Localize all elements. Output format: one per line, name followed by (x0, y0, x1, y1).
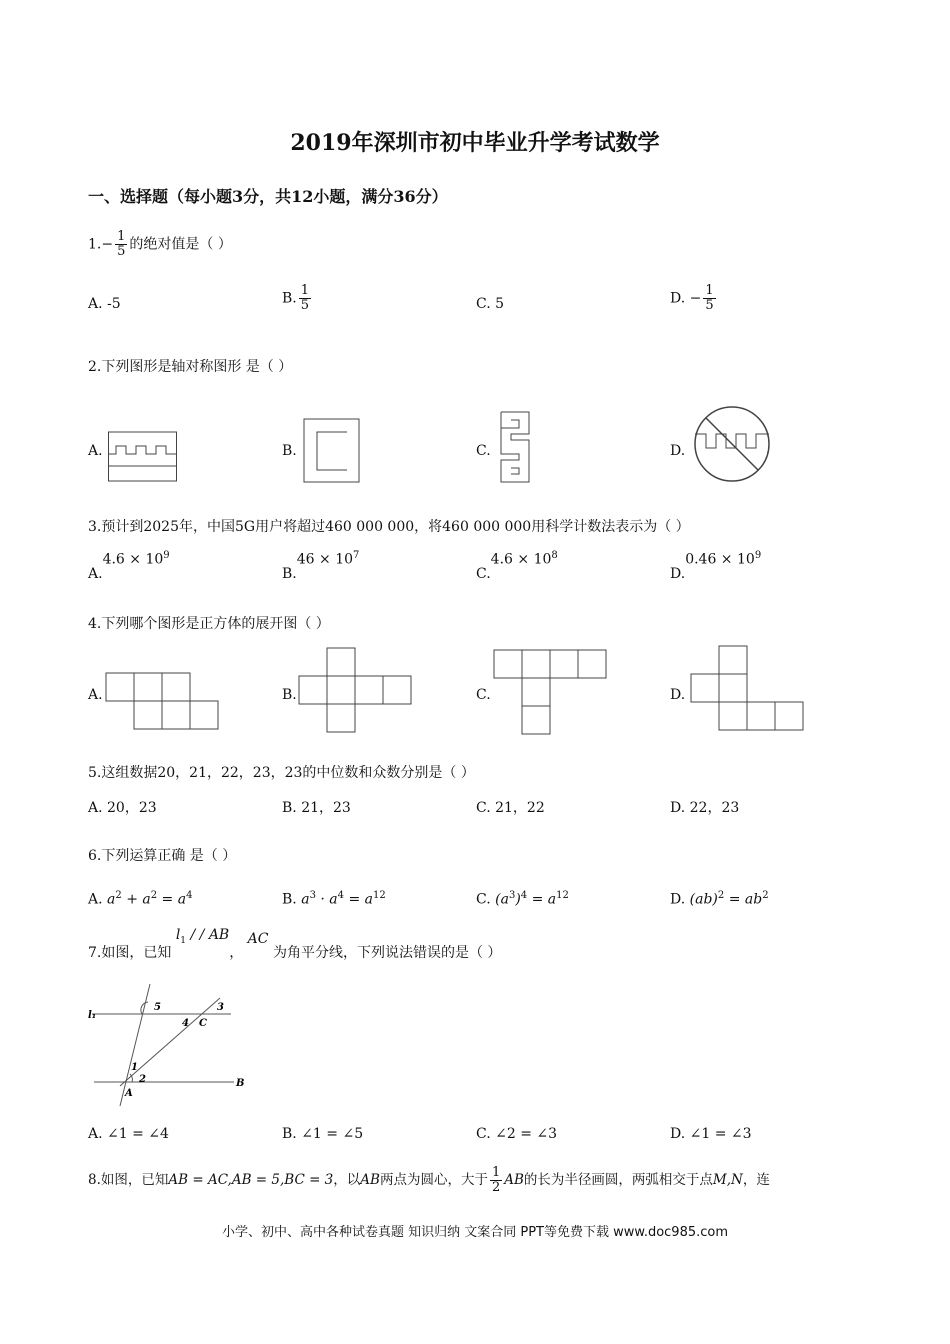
segment-ab: AB (360, 1172, 380, 1188)
question-1 (88, 230, 232, 259)
label-angle-2: 2 (139, 1074, 146, 1085)
question-7 (88, 927, 502, 964)
q4-figure-a (105, 672, 219, 730)
q1-option-c: C. 5 (476, 296, 505, 312)
fraction (703, 284, 715, 313)
question-number: 1. (88, 236, 102, 253)
term: (a (495, 891, 509, 908)
question-text: ，连 (742, 1172, 770, 1188)
question-text: 的绝对值是（ ） (129, 236, 232, 253)
q7-option-c: C. ∠2 = ∠3 (476, 1126, 558, 1142)
given-equation: AB = AC,AB = 5,BC = 3 (168, 1172, 334, 1188)
exponent: 9 (754, 550, 762, 561)
label-point-b: B (236, 1078, 245, 1089)
question-text: ，以 (333, 1172, 361, 1188)
question-text: 的长为半径画圆，两弧相交于点 (523, 1172, 713, 1188)
subscript: 1 (180, 935, 187, 946)
option-label: A. (88, 565, 103, 582)
term: + a (121, 891, 151, 908)
q2-figure-c (497, 410, 533, 484)
q4-option-a-label: A. (88, 687, 103, 703)
label-point-a: A (125, 1088, 133, 1099)
denominator: 5 (705, 298, 714, 313)
page-title: 2019年深圳市初中毕业升学考试数学 (290, 130, 660, 156)
minus-sign: − (101, 236, 114, 253)
q7-option-b: B. ∠1 = ∠5 (282, 1126, 364, 1142)
q6-option-d (670, 890, 769, 908)
q4-option-b-label: B. (282, 687, 297, 703)
q2-option-d-label: D. (670, 443, 686, 459)
segment-ab: AB (504, 1172, 524, 1188)
question-text: 两点为圆心，大于 (379, 1172, 488, 1188)
term: = a (344, 891, 373, 908)
q6-option-b (282, 890, 386, 908)
q2-figure-b (303, 418, 361, 484)
q2-option-c-label: C. (476, 443, 491, 459)
question-6: 6.下列运算正确 是（ ） (88, 848, 237, 864)
segment-ac: AC (247, 931, 269, 947)
exponent: 9 (163, 550, 170, 561)
q5-option-b: B. 21，23 (282, 800, 351, 816)
q1-option-d (670, 284, 718, 313)
label-angle-3: 3 (217, 1002, 224, 1013)
q7-option-a: A. ∠1 = ∠4 (88, 1126, 169, 1142)
numerator: 1 (705, 283, 714, 298)
exponent: 4 (520, 890, 528, 901)
option-label: B. (282, 290, 297, 307)
fraction (115, 230, 127, 259)
q6-option-c (476, 890, 569, 908)
exponent: 4 (186, 890, 193, 901)
question-4: 4.下列哪个图形是正方体的展开图（ ） (88, 616, 330, 632)
question-text: 7.如图，已知 (88, 945, 172, 961)
term: · a (315, 891, 338, 908)
option-label: C. (476, 565, 491, 582)
q4-option-d-label: D. (670, 687, 686, 703)
option-label: D. (670, 891, 686, 908)
term: = ab (724, 891, 763, 908)
option-label: B. (282, 891, 297, 908)
term: (ab) (689, 891, 718, 908)
q1-option-b (282, 284, 313, 313)
question-5: 5.这组数据20，21，22，23，23的中位数和众数分别是（ ） (88, 765, 475, 781)
question-text: 为角平分线，下列说法错误的是（ ） (272, 945, 502, 961)
option-label: B. (282, 565, 297, 582)
question-2: 2.下列图形是轴对称图形 是（ ） (88, 359, 293, 375)
term: ) (515, 891, 521, 908)
exponent: 12 (556, 890, 569, 901)
term: a (107, 891, 116, 908)
section-heading: 一、选择题（每小题3分，共12小题，满分36分） (88, 187, 448, 206)
option-label: C. (476, 891, 491, 908)
q2-option-a-label: A. (88, 443, 103, 459)
given-parallel (175, 927, 230, 946)
exponent: 8 (551, 550, 558, 561)
option-label: A. (88, 891, 103, 908)
term: = a (527, 891, 557, 908)
fraction (299, 284, 311, 313)
q3-option-c (476, 550, 558, 582)
exponent: 2 (115, 890, 122, 901)
exponent: 12 (373, 890, 386, 901)
exponent: 2 (717, 890, 725, 901)
q5-option-c: C. 21，22 (476, 800, 545, 816)
label-angle-1: 1 (131, 1062, 138, 1073)
q7-figure (86, 982, 256, 1112)
exponent: 4 (337, 890, 345, 901)
denominator: 5 (300, 298, 310, 313)
term: l (175, 927, 181, 943)
question-3: 3.预计到2025年，中国5G用户将超过460 000 000，将460 000 000用科学计数法表示为（ ） (88, 519, 690, 535)
q4-figure-d (690, 645, 804, 731)
term: / / AB (186, 927, 230, 943)
term: = a (157, 891, 187, 908)
option-value: 4.6 × 10 (490, 551, 552, 568)
q6-option-a (88, 890, 192, 908)
q2-option-b-label: B. (282, 443, 297, 459)
option-value: 46 × 10 (296, 551, 354, 568)
exponent: 3 (508, 890, 516, 901)
option-value: 4.6 × 10 (102, 551, 164, 568)
denominator: 2 (491, 1180, 501, 1195)
question-8 (88, 1166, 770, 1195)
q2-figure-d (692, 404, 772, 484)
q3-option-d (670, 550, 762, 582)
numerator: 1 (491, 1165, 501, 1180)
question-text: 8.如图，已知 (88, 1172, 169, 1188)
label-point-c: C (199, 1018, 207, 1029)
exponent: 2 (762, 890, 769, 901)
q3-option-b (282, 550, 360, 582)
numerator: 1 (117, 229, 126, 244)
punct: ， (229, 945, 244, 961)
fraction (490, 1166, 502, 1195)
q5-option-d: D. 22，23 (670, 800, 740, 816)
option-value: 0.46 × 10 (685, 551, 755, 568)
q7-option-d: D. ∠1 = ∠3 (670, 1126, 752, 1142)
exponent: 3 (309, 890, 316, 901)
q1-option-a: A. -5 (88, 296, 121, 312)
exponent: 2 (150, 890, 158, 901)
numerator: 1 (300, 283, 310, 298)
q4-figure-b (298, 647, 412, 733)
exponent: 7 (353, 550, 360, 561)
label-l1: l₁ (88, 1010, 97, 1021)
points-mn: M,N (712, 1172, 743, 1188)
q3-option-a (88, 550, 170, 582)
label-angle-4: 4 (182, 1018, 189, 1029)
q5-option-a: A. 20，23 (88, 800, 157, 816)
label-angle-5: 5 (154, 1002, 161, 1013)
q4-figure-c (493, 649, 607, 735)
footer-text: 小学、初中、高中各种试卷真题 知识归纳 文案合同 PPT等免费下载 www.doc985.com (221, 1225, 729, 1240)
option-label: D. − (670, 290, 702, 307)
term: a (301, 891, 310, 908)
denominator: 5 (117, 244, 126, 259)
q4-option-c-label: C. (476, 687, 491, 703)
q2-figure-a (108, 430, 178, 482)
option-label: D. (670, 565, 686, 582)
